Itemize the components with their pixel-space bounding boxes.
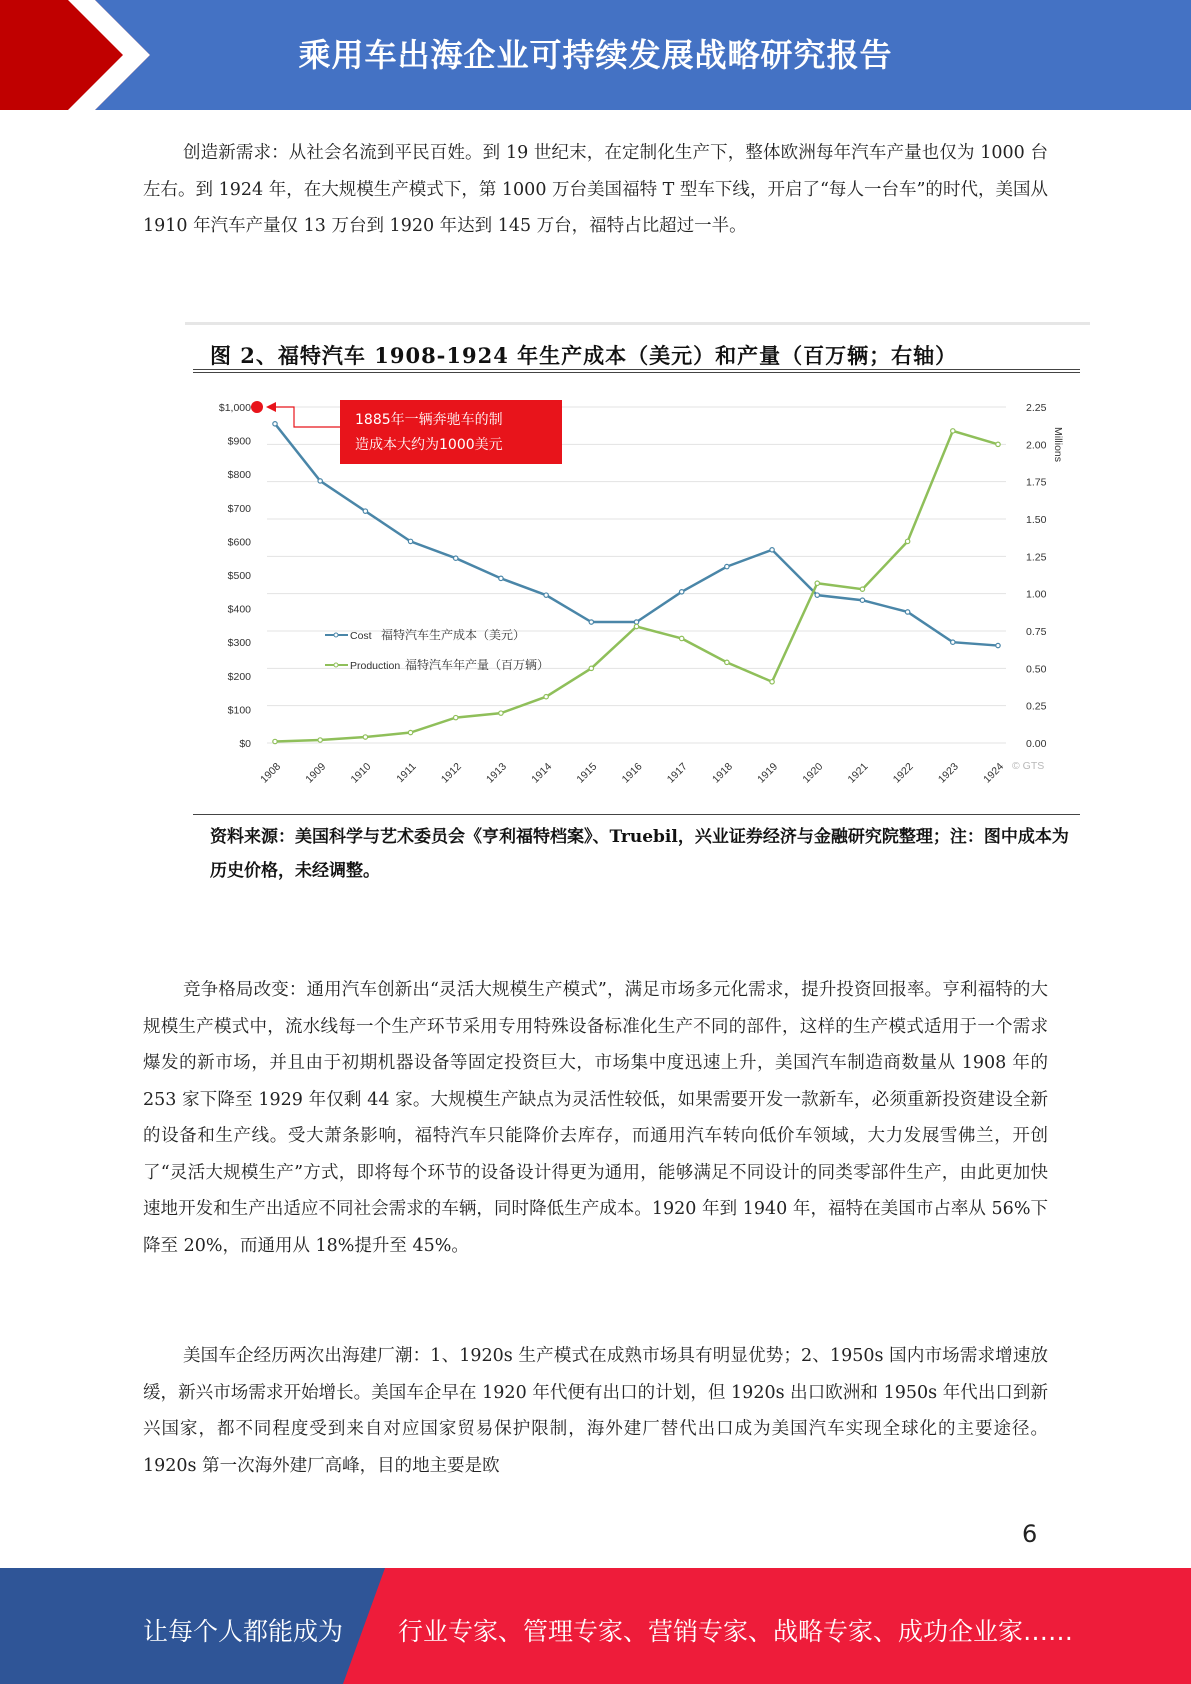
left-axis-tick-label: $600 [227,536,251,549]
data-point-cost [544,593,548,597]
x-axis-tick-label: 1922 [890,760,916,786]
right-axis-tick-label: 2.25 [1026,402,1047,414]
data-point-cost [318,479,322,483]
data-point-production [815,581,819,585]
x-axis-tick-label: 1912 [438,760,464,786]
page-title: 乘用车出海企业可持续发展战略研究报告 [298,36,893,74]
left-axis-tick-label: $0 [239,738,251,750]
figure-source-rule [193,814,1080,815]
data-point-cost [408,539,412,543]
annotation-marker [251,401,263,413]
data-point-cost [634,620,638,624]
data-point-production [363,735,367,739]
data-point-production [318,738,322,742]
data-point-cost [273,422,277,426]
legend-series-short: Production [350,660,401,672]
right-axis-label: Millions [1052,427,1064,463]
data-point-production [634,624,638,628]
data-point-cost [860,598,864,602]
chart [185,387,1090,807]
x-axis-tick-label: 1911 [394,760,419,786]
data-point-production [860,587,864,591]
figure [185,322,1090,882]
legend-series-short: Cost [350,630,372,642]
legend-marker [334,633,338,637]
data-point-cost [363,509,367,513]
legend-series-label: 福特汽车年产量（百万辆） [405,658,550,672]
x-axis-tick-label: 1910 [348,760,374,786]
x-axis-tick-label: 1909 [303,760,329,786]
annotation-leader [276,407,340,427]
left-axis-tick-label: $700 [227,502,251,515]
page-footer [0,1568,1191,1684]
left-axis-tick-label: $400 [227,603,251,616]
data-point-production [499,711,503,715]
data-point-production [544,695,548,699]
data-point-production [725,660,729,664]
paragraph-overseas: 美国车企经历两次出海建厂潮：1、1920s 生产模式在成熟市场具有明显优势；2、1950s 国内市场需求增速放缓，新兴市场需求开始增长。美国车企早在 1920 年代便有出口的计划，但 1920s 出口欧洲和 1950s 年代出口到新兴国家，都不同程度受到来自对应国家贸易保护限制，海外建厂替代出口成为美国汽车实现全球化的主要途径。 1920s 第一次海外建厂高峰，目的地主要是欧 [143,1346,1048,1476]
data-point-production [408,730,412,734]
data-point-cost [770,548,774,552]
data-point-cost [905,610,909,614]
right-axis-tick-label: 1.50 [1026,514,1047,526]
x-axis-tick-label: 1916 [619,760,645,786]
data-point-production [679,636,683,640]
left-axis-tick-label: $300 [227,637,251,650]
data-point-production [770,680,774,684]
x-axis-tick-label: 1924 [981,760,1007,786]
x-axis-tick-label: 1923 [935,760,961,786]
legend-series-label: 福特汽车生产成本（美元） [381,628,526,642]
series-line-production [275,431,998,742]
data-point-production [996,442,1000,446]
x-axis-tick-label: 1919 [755,760,781,786]
annotation-text-line2: 造成本大约为1000美元 [355,437,503,453]
legend-marker [334,663,338,667]
x-axis-tick-label: 1908 [258,760,284,786]
x-axis-tick-label: 1913 [484,760,510,786]
figure-source: 资料来源：美国科学与艺术委员会《亨利福特档案》、Truebil，兴业证券经济与金融研究院整理；注：图中成本为历史价格，未经调整。 [210,827,1069,881]
paragraph-competition: 竞争格局改变：通用汽车创新出“灵活大规模生产模式”，满足市场多元化需求，提升投资回报率。亨利福特的大规模生产模式中，流水线每一个生产环节采用专用特殊设备标准化生产不同的部件，这样的生产模式适用于一个需求爆发的新市场，并且由于初期机器设备等固定投资巨大，市场集中度迅速上升，美国汽车制造商数量从 1908 年的 253 家下降至 1929 年仅剩 44 家。大规模生产缺点为灵活性较低，如果需要开发一款新车，必须重新投资建设全新的设备和生产线。受大萧条影响，福特汽车只能降价去库存，而通用汽车转向低价车领域，大力发展雪佛兰，开创了“灵活大规模生产”方式，即将每个环节的设备设计得更为通用，能够满足不同设计的同类零部件生产，由此更加快速地开发和生产出适应不同社会需求的车辆，同时降低生产成本。1920 年到 1940 年，福特在美国市占率从 56%下降至 20%，而通用从 18%提升至 45%。 [143,980,1048,1256]
figure-title-rule [193,369,1080,373]
data-point-cost [499,576,503,580]
data-point-production [454,715,458,719]
left-axis-tick-label: $800 [227,469,251,482]
right-axis-tick-label: 0.75 [1026,626,1047,638]
data-point-production [273,739,277,743]
x-axis-tick-label: 1920 [800,760,826,786]
right-axis-tick-label: 0.50 [1026,663,1047,676]
data-point-cost [951,640,955,644]
data-point-production [589,666,593,670]
data-point-cost [589,620,593,624]
data-point-cost [996,643,1000,647]
annotation-box [340,400,562,464]
paragraph-intro: 创造新需求：从社会名流到平民百姓。到 19 世纪末，在定制化生产下，整体欧洲每年汽车产量也仅为 1000 台左右。到 1924 年，在大规模生产模式下，第 1000 万台美国福特 T 型车下线，开启了“每人一台车”的时代，美国从 1910 年汽车产量仅 13 万台到 1920 年达到 145 万台，福特占比超过一半。 [143,143,1048,236]
page-header [0,0,1191,110]
annotation-text-line1: 1885年一辆奔驰车的制 [355,412,503,428]
left-axis-tick-label: $900 [227,435,251,448]
footer-slogan-left: 让每个人都能成为 [143,1617,344,1646]
data-point-cost [725,564,729,568]
chart-watermark: © GTS [1012,760,1045,772]
x-axis-tick-label: 1918 [709,760,735,786]
data-point-cost [815,593,819,597]
left-axis-tick-label: $100 [227,704,251,717]
figure-top-line [185,322,1090,325]
footer-slogan-right: 行业专家、管理专家、营销专家、战略专家、成功企业家…… [398,1617,1074,1646]
right-axis-tick-label: 0.00 [1026,738,1047,750]
right-axis-tick-label: 1.00 [1026,588,1047,601]
page-number: 6 [1022,1520,1038,1548]
x-axis-tick-label: 1914 [529,760,555,786]
data-point-cost [679,590,683,594]
x-axis-tick-label: 1921 [845,760,871,786]
figure-title: 图 2、福特汽车 1908-1924 年生产成本（美元）和产量（百万辆；右轴） [210,343,958,368]
right-axis-tick-label: 1.25 [1026,551,1047,564]
right-axis-tick-label: 2.00 [1026,439,1047,452]
left-axis-tick-label: $500 [227,570,251,582]
x-axis-tick-label: 1917 [664,760,690,786]
left-axis-tick-label: $1,000 [218,402,251,414]
x-axis-tick-label: 1915 [574,760,600,786]
data-point-production [951,429,955,433]
right-axis-tick-label: 1.75 [1026,476,1047,489]
data-point-cost [454,556,458,560]
annotation-arrowhead [266,402,276,412]
left-axis-tick-label: $200 [227,670,251,683]
data-point-production [905,539,909,543]
right-axis-tick-label: 0.25 [1026,700,1047,713]
